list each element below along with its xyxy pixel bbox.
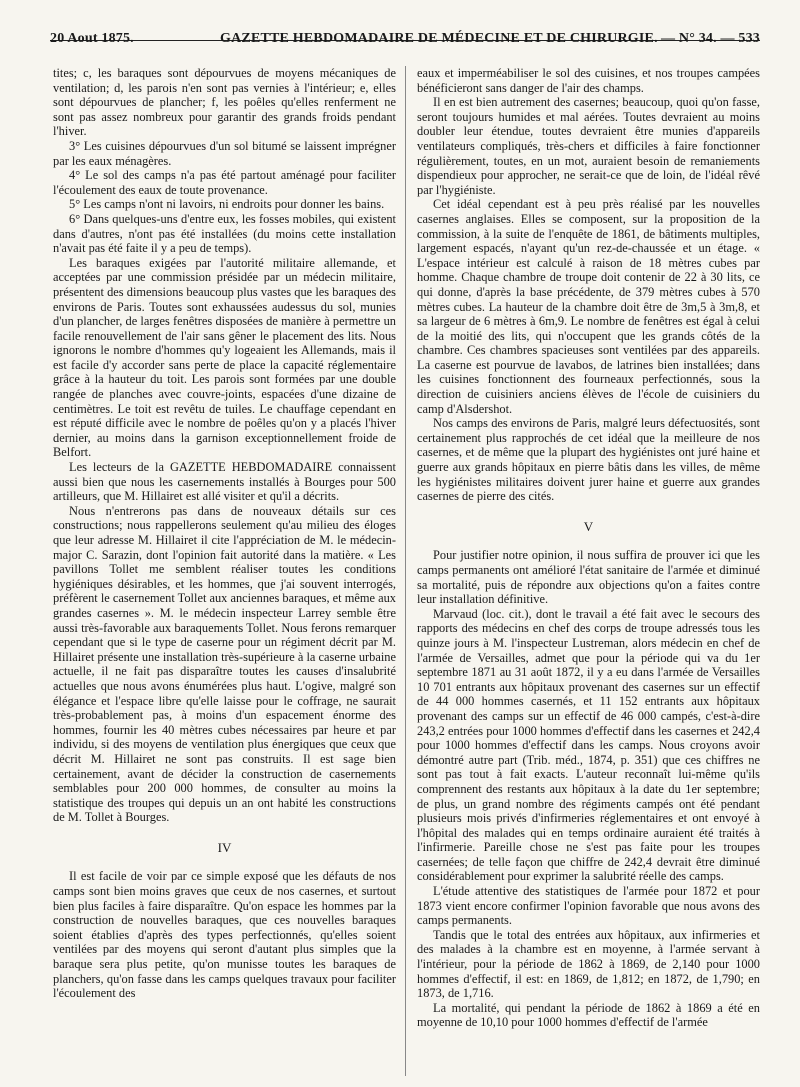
header-issue-page: — N° 34. — 533 (660, 31, 760, 46)
paragraph: Nos camps des environs de Paris, malgré leurs défectuosités, sont certainement plus rapprochés de cet idéal que la meilleure de nos casernes, et de même que la plupart des hygiénistes ont juré haine et guerre aux grands hôpitaux en pierre bâtis dans les villes, de même les hygiénistes militaires doivent jurer haine et guerre aux grandes casernes de pierre des cités. (417, 416, 760, 504)
header-title: GAZETTE HEBDOMADAIRE DE MÉDECINE ET DE CHIRURGIE. (220, 31, 658, 46)
paragraph: La mortalité, qui pendant la période de 1862 à 1869 a été en moyenne de 10,10 pour 1000 hommes d'effectif de l'armée (417, 1000, 760, 1030)
paragraph: Les baraques exigées par l'autorité militaire allemande, et acceptées par une commission présidée par un médecin militaire, présentent des dimensions beaucoup plus vastes que les baraques des environs de Paris. Toutes sont exhaussées audessus du sol, munies d'un plancher, de larges fenêtres disposées de manière à permettre un facile renouvellement de l'air sans gêner le placement des lits. Nous ignorons le nombre d'hommes qu'y logeaient les Allemands, mais il est facile d'y accorder sans perte de place la capacité réglementaire grâce à la hauteur du toit. Les parois sont formées par une double rangée de planches avec couvre-joints, espacées d'une dizaine de centimètres. Le toit est revêtu de tuiles. Le chauffage cependant en est réputé difficile avec le nombre de poêles qu'on y a placés l'hiver dernier, au moins dans la garnison exceptionnellement froide de Belfort. (53, 255, 396, 460)
paragraph: tites; c, les baraques sont dépourvues de moyens mécaniques de ventilation; d, les parois n'en sont pas vernies à l'intérieur; e, elles sont dépourvues de plancher; f, les poêles qu'elles renferment ne sont pas assez nombreux pour garantir des grands froids pendant l'hiver. (53, 66, 396, 139)
column-divider (405, 66, 406, 1076)
paragraph: Tandis que le total des entrées aux hôpitaux, aux infirmeries et des malades à la chambre est en moyenne, à l'armée servant à l'intérieur, pour la période de 1862 à 1869, de 2,140 pour 1000 hommes d'effectif, il est: en 1869, de 1,812; en 1872, de 1,790; en 1873, de 1,716. (417, 927, 760, 1001)
page-header (50, 6, 760, 46)
section-heading-v: V (583, 518, 594, 534)
paragraph: 4° Le sol des camps n'a pas été partout aménagé pour faciliter l'écoulement des eaux de toute provenance. (53, 168, 396, 197)
paragraph: Les lecteurs de la GAZETTE HEBDOMADAIRE connaissent aussi bien que nous les casernements installés à Bourges pour 500 artilleurs, que M. Hillairet est allé visiter et qu'il a décrits. (53, 460, 396, 504)
left-column (53, 66, 396, 1001)
paragraph: eaux et imperméabiliser le sol des cuisines, et nos troupes campées bénéficieront sans danger de l'air des champs. (417, 66, 760, 95)
paragraph: Nous n'entrerons pas dans de nouveaux détails sur ces constructions; nous rappellerons seulement qu'au milieu des éloges que leur adresse M. Hillairet il cite l'appréciation de M. le médecin-major C. Sarazin, dont l'opinion fait autorité dans la matière. « Les pavillons Tollet me semblent réaliser toutes les conditions hygiéniques désirables, et les hommes, que j'ai souvent interrogés, préfèrent le casernement Tollet aux anciennes baraques, et même aux grandes casernes ». M. le médecin inspecteur Larrey semble être aussi très-favorable aux baraquements Tollet. Nous ferons remarquer cependant que si le type de caserne pour un régiment décrit par M. Hillairet présente une installation très-supérieure à la caserne urbaine actuelle, il ne fait pas disparaître toutes les causes d'insalubrité actuelles que nous avons énumérées plus haut. L'ogive, malgré son élégance et l'espace libre qu'elle laisse pour le coffrage, ne saurait très-probablement pas, à moins d'un espacement énorme des hommes, fournir les 40 mètres cubes nécessaires par heure et par individu, si des moyens de ventilation plus énergiques que ceux que décrit M. Hillairet ne sont pas construits. Il est sage bien certainement, avant de décider la construction de casernements semblables pour 200 000 hommes, de consulter au moins la statistique des troupes qui depuis un an ont habité les constructions de M. Tollet à Bourges. (53, 503, 396, 825)
paragraph: 3° Les cuisines dépourvues d'un sol bitumé se laissent imprégner par les eaux ménagères. (53, 138, 396, 168)
paragraph: Cet idéal cependant est à peu près réalisé par les nouvelles casernes anglaises. Elles se composent, sur la proposition de la commission, à la suite de l'enquête de 1861, de bâtiments multiples, largement espacés, n'ayant qu'un rez-de-chaussée et un étage. « L'espace intérieur est calculé à raison de 18 mètres cubes par homme. Chaque chambre de troupe doit contenir de 22 à 30 lits, ce qui donne, d'après la base précédente, de 379 mètres cubes à 570 mètres cubes. La hauteur de la chambre doit être de 3m,5 à 3m,8, et sa largeur de 6 mètres à 6m,9. Le nombre de fenêtres est égal à celui de la moitié des lits, qui n'occupent que les grands côtés de la chambre. Ces chambres spacieuses sont ventilées par des appareils. La caserne est pourvue de lavabos, de latrines bien installées; dans les cuisines fonctionnent des fourneaux perfectionnés, sous la direction de cuisiniers anciens élèves de l'école de cuisiniers du camp d'Alsdershot. (417, 197, 760, 416)
paragraph: 5° Les camps n'ont ni lavoirs, ni endroits pour donner les bains. (69, 197, 385, 212)
paragraph: Il en est bien autrement des casernes; beaucoup, quoi qu'on fasse, seront toujours humides et mal aérées. Toutes devraient au moins doubler leur étendue, toutes devraient être munies d'appareils ventilateurs compliqués, très-chers et difficiles à faire fonctionner régulièrement, toutes, en un mot, auraient besoin de remaniements dispendieux pour approcher, ne serait-ce que de loin, de l'idéal rêvé par l'hygiéniste. (417, 95, 760, 197)
right-column (417, 66, 760, 1030)
paragraph: Il est facile de voir par ce simple exposé que les défauts de nos camps sont bien moins graves que ceux de nos casernes, et surtout bien plus faciles à faire disparaître. Qu'on espace les hommes par la construction de nouvelles baraques, que ces nouvelles baraques soient établies d'après des types perfectionnés, qu'elles soient ventilées par des moyens qui seront d'autant plus simples que la baraque sera plus petite, qu'on munisse toutes les baraques de planchers, qu'on fasse dans les camps quelques travaux pour faciliter l'écoulement des (53, 869, 396, 1001)
paragraph: 6° Dans quelques-uns d'entre eux, les fosses mobiles, qui existent dans d'autres, n'ont pas été installées (du moins cette installation n'avait pas été faite il y a peu de temps). (53, 211, 396, 256)
paragraph: Pour justifier notre opinion, il nous suffira de prouver ici que les camps permanents ont amélioré l'état sanitaire de l'armée et diminué sa mortalité, puis de répondre aux objections qu'on a faites contre leur installation définitive. (417, 548, 760, 607)
paragraph: L'étude attentive des statistiques de l'armée pour 1872 et pour 1873 vient encore confirmer l'opinion favorable que nous avons des camps permanents. (417, 884, 760, 928)
header-date: 20 Aout 1875. (50, 31, 134, 46)
section-heading-iv: IV (217, 839, 232, 855)
paragraph: Marvaud (loc. cit.), dont le travail a été fait avec le secours des rapports des médecins en chef des corps de troupe adressés tous les quinze jours à M. l'inspecteur Lustreman, alors médecin en chef de l'armée de Versailles, admet que pour la période qui va du 1er septembre 1871 au 31 août 1872, il y a eu dans l'armée de Versailles 10 701 entrants aux hôpitaux provenant des casernes sur un effectif de 44 000 hommes casernés, et 11 152 entrants aux hôpitaux provenant des camps sur un effectif de 46 000 campés, c'est-à-dire 243,2 entrées pour 1000 hommes d'effectif dans les casernes et 242,4 pour 1000 hommes d'effectif dans les camps. Nous croyons avoir démontré autre part (Trib. méd., 1874, p. 351) que ces chiffres ne sont pas tout à fait exacts. L'auteur reconnaît lui-même qu'ils comprennent des restants aux hôpitaux à la date du 1er septembre; de plus, un grand nombre des régiments campés ont été pendant plusieurs mois privés d'infirmeries réglementaires et ont envoyé à l'hôpital des malades qui en temps ordinaire auraient été traités à l'infirmerie. Pareille chose ne s'est pas faite pour les troupes casernées; de telle façon que chiffre de 242,4 devrait être diminué considérablement pour exprimer la salubrité réelle des camps. (417, 606, 760, 884)
